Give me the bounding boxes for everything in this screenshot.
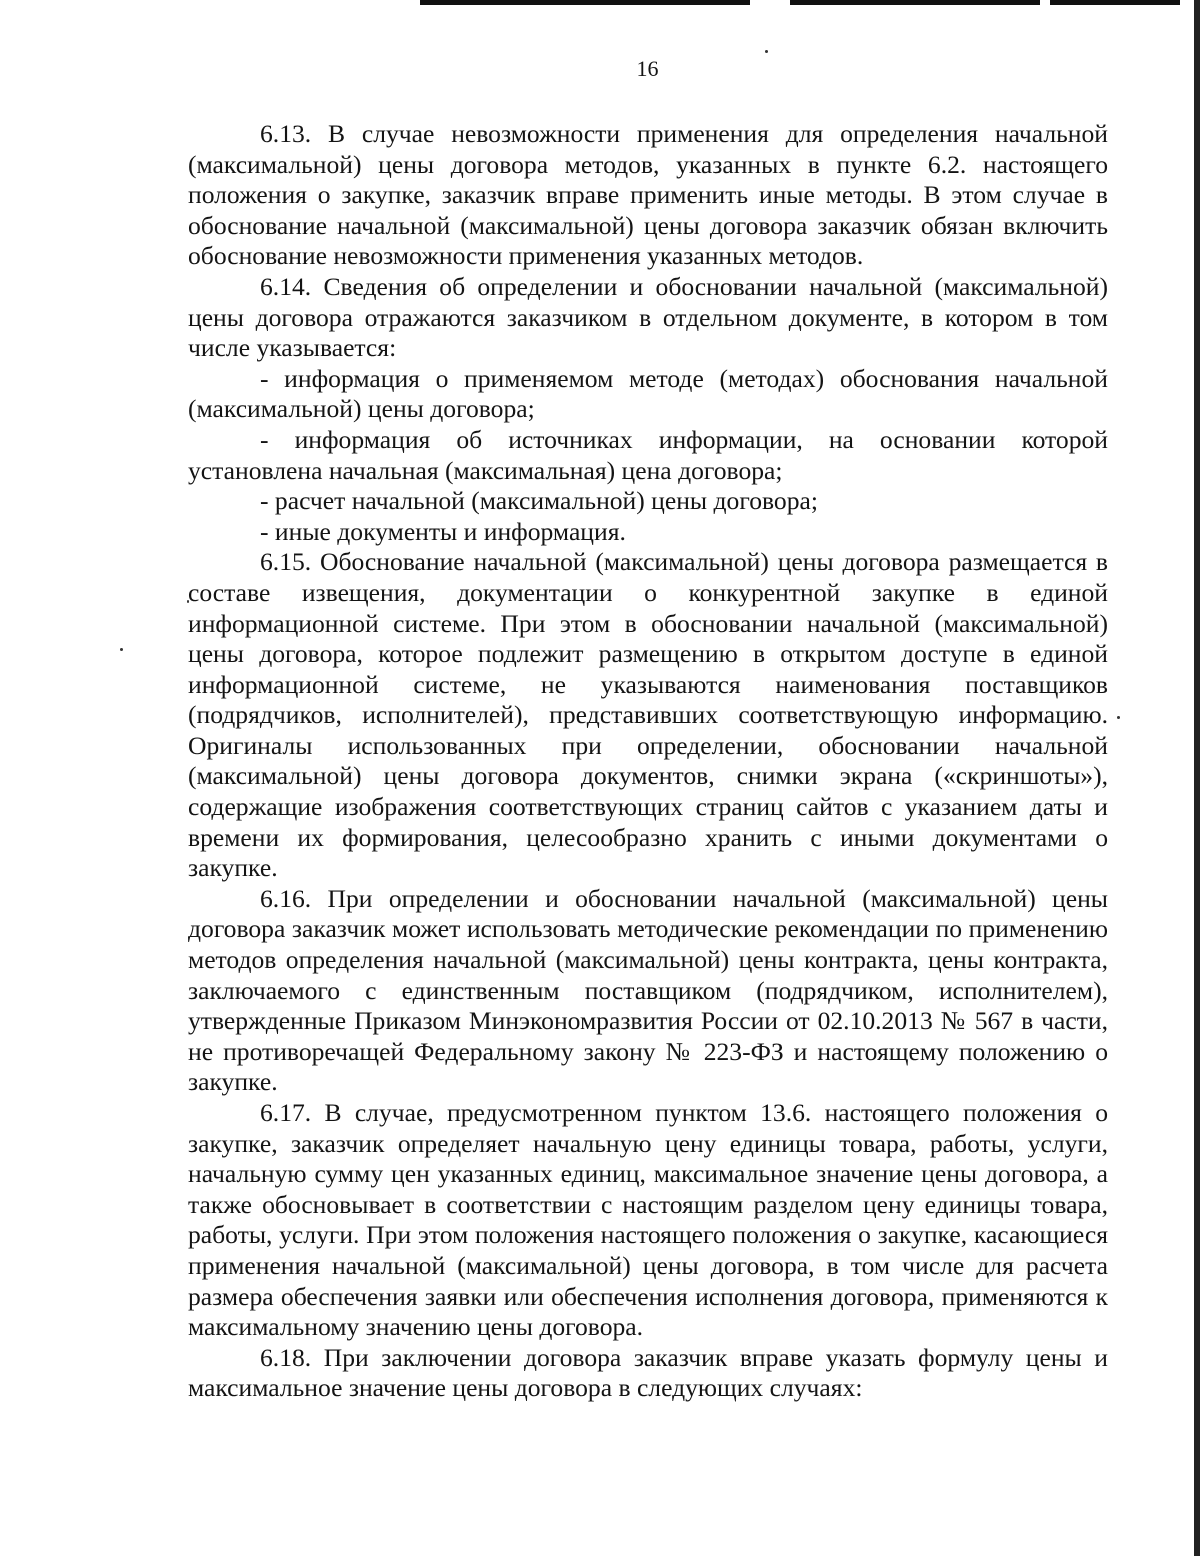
list-item: - информация о применяемом методе (методах) обоснования начальной (максимальной) цены договора; xyxy=(188,363,1108,424)
list-item: - расчет начальной (максимальной) цены договора; xyxy=(260,486,818,516)
paragraph-6-15: 6.15. Обоснование начальной (максимальной) цены договора размещается в составе извещения, документации о конкурентной закупке в единой информационной системе. При этом в обосновании начальной (максимальной) цены договора, которое подлежит размещению в открытом доступе в единой информационной системе, не указываются наименования поставщиков (подрядчиков, исполнителей), представивших соответствующую информацию. Оригиналы использованных при определении, обосновании начальной (максимальной) цены договора документов, снимки экрана («скриншоты»), содержащие изображения соответствующих страниц сайтов с указанием даты и времени их формирования, целесообразно хранить с иными документами о закупке. xyxy=(188,547,1108,883)
list-item: - иные документы и информация. xyxy=(260,516,626,546)
page-number: 16 xyxy=(636,56,659,81)
scan-edge-right xyxy=(1194,0,1200,1556)
scan-edge-top-3 xyxy=(1050,0,1180,5)
scan-speck xyxy=(1117,716,1120,719)
scan-speck xyxy=(765,50,768,53)
paragraph-6-17: 6.17. В случае, предусмотренном пунктом 13.6. настоящего положения о закупке, заказчик определяет начальную цену единицы товара, работы, услуги, начальную сумму цен указанных единиц, максимальное значение цены договора, а также обосновывает в соответствии с настоящим разделом цену единицы товара, работы, услуги. При этом положения настоящего положения о закупке, касающиеся применения начальной (максимальной) цены договора, в том числе для расчета размера обеспечения заявки или обеспечения исполнения договора, применяются к максимальному значению цены договора. xyxy=(188,1098,1108,1342)
scan-edge-top-2 xyxy=(790,0,1040,5)
paragraph-6-14: 6.14. Сведения об определении и обосновании начальной (максимальной) цены договора отражаются заказчиком в отдельном документе, в котором в том числе указывается: xyxy=(188,271,1108,363)
scan-speck xyxy=(120,648,123,651)
paragraph-6-13: 6.13. В случае невозможности применения для определения начальной (максимальной) цены договора методов, указанных в пункте 6.2. настоящего положения о закупке, заказчик вправе применить иные методы. В этом случае в обоснование начальной (максимальной) цены договора заказчик обязан включить обоснование невозможности применения указанных методов. xyxy=(188,119,1108,271)
document-body xyxy=(188,119,1108,1404)
list-item: - информация об источниках информации, на основании которой установлена начальная (максимальная) цена договора; xyxy=(188,424,1108,485)
paragraph-6-18: 6.18. При заключении договора заказчик вправе указать формулу цены и максимальное значение цены договора в следующих случаях: xyxy=(188,1342,1108,1403)
scan-edge-top-1 xyxy=(420,0,750,5)
paragraph-6-16: 6.16. При определении и обосновании начальной (максимальной) цены договора заказчик может использовать методические рекомендации по применению методов определения начальной (максимальной) цены контракта, цены контракта, заключаемого с единственным поставщиком (подрядчиком, исполнителем), утвержденные Приказом Минэкономразвития России от 02.10.2013 № 567 в части, не противоречащей Федеральному закону № 223-ФЗ и настоящему положению о закупке. xyxy=(188,883,1108,1097)
